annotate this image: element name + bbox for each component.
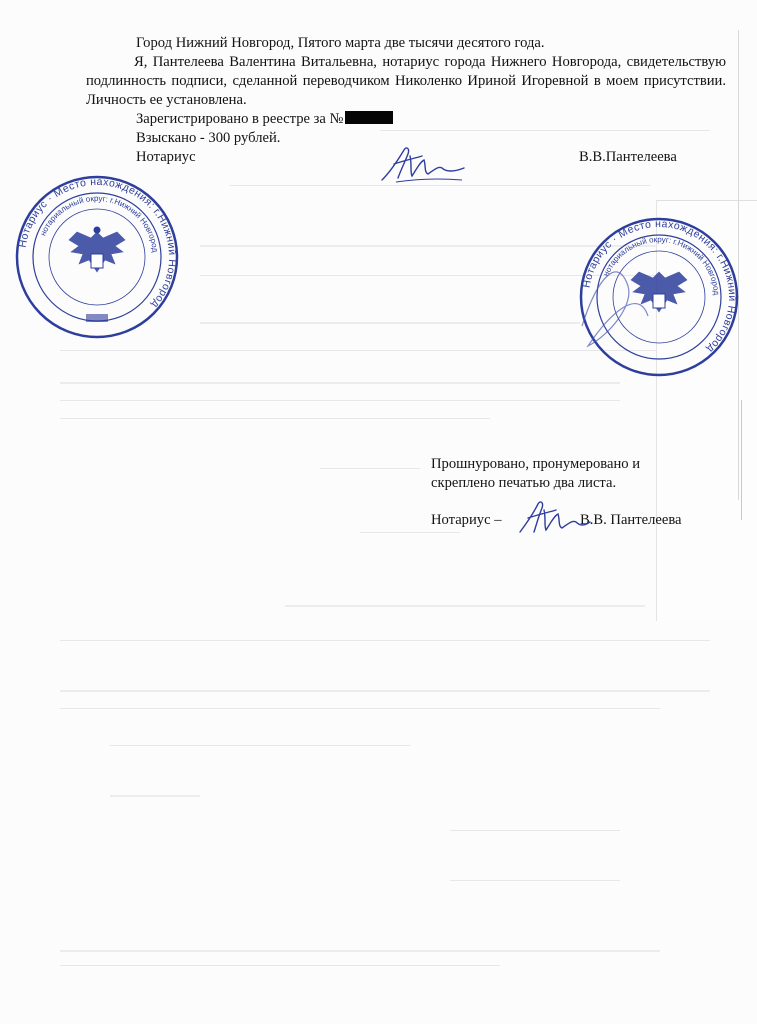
notary-signature [376, 142, 468, 186]
registry-label: Зарегистрировано в реестре за № [136, 111, 344, 127]
binding-notary-name: В.В. Пантелеева [580, 512, 682, 528]
svg-text:Нотариус · Место нахождения: г: Нотариус · Место нахождения: г.Нижний Новгород [580, 217, 739, 356]
redaction-bar [345, 111, 393, 124]
double-headed-eagle-emblem [631, 272, 687, 312]
notary-signature-binding [516, 498, 592, 538]
registry-line [136, 110, 393, 129]
city-date-line: Город Нижний Новгород, Пятого марта две тысячи десятого года. [136, 35, 545, 51]
right-page-edge-shadow [741, 400, 742, 520]
svg-text:нотариальный округ: г.Нижний Н: нотариальный округ: г.Нижний Новгород [38, 193, 160, 253]
binding-line-1: Прошнуровано, пронумеровано и [431, 456, 641, 472]
notary-seal-left [14, 174, 180, 340]
notary-seal-right [578, 216, 740, 378]
notary-name: В.В.Пантелеева [579, 149, 677, 165]
certification-paragraph: Я, Пантелеева Валентина Витальевна, нотариус города Нижнего Новгорода, свидетельствую подлинность подписи, сделанной переводчиком Николенко Ириной Игоревной в моем присутствии. Личность ее установлена. [86, 54, 726, 108]
binding-notary-label: Нотариус – [431, 512, 502, 528]
svg-text:Нотариус · Место нахождения: г: Нотариус · Место нахождения: г.Нижний Новгород [16, 175, 179, 311]
notary-label: Нотариус [136, 149, 196, 165]
fee-line: Взыскано - 300 рублей. [136, 130, 281, 146]
svg-text:нотариальный округ: г.Нижний Н: нотариальный округ: г.Нижний Новгород [601, 234, 722, 296]
binding-line-2: скреплено печатью два листа. [431, 475, 617, 491]
double-headed-eagle-emblem [69, 227, 125, 272]
